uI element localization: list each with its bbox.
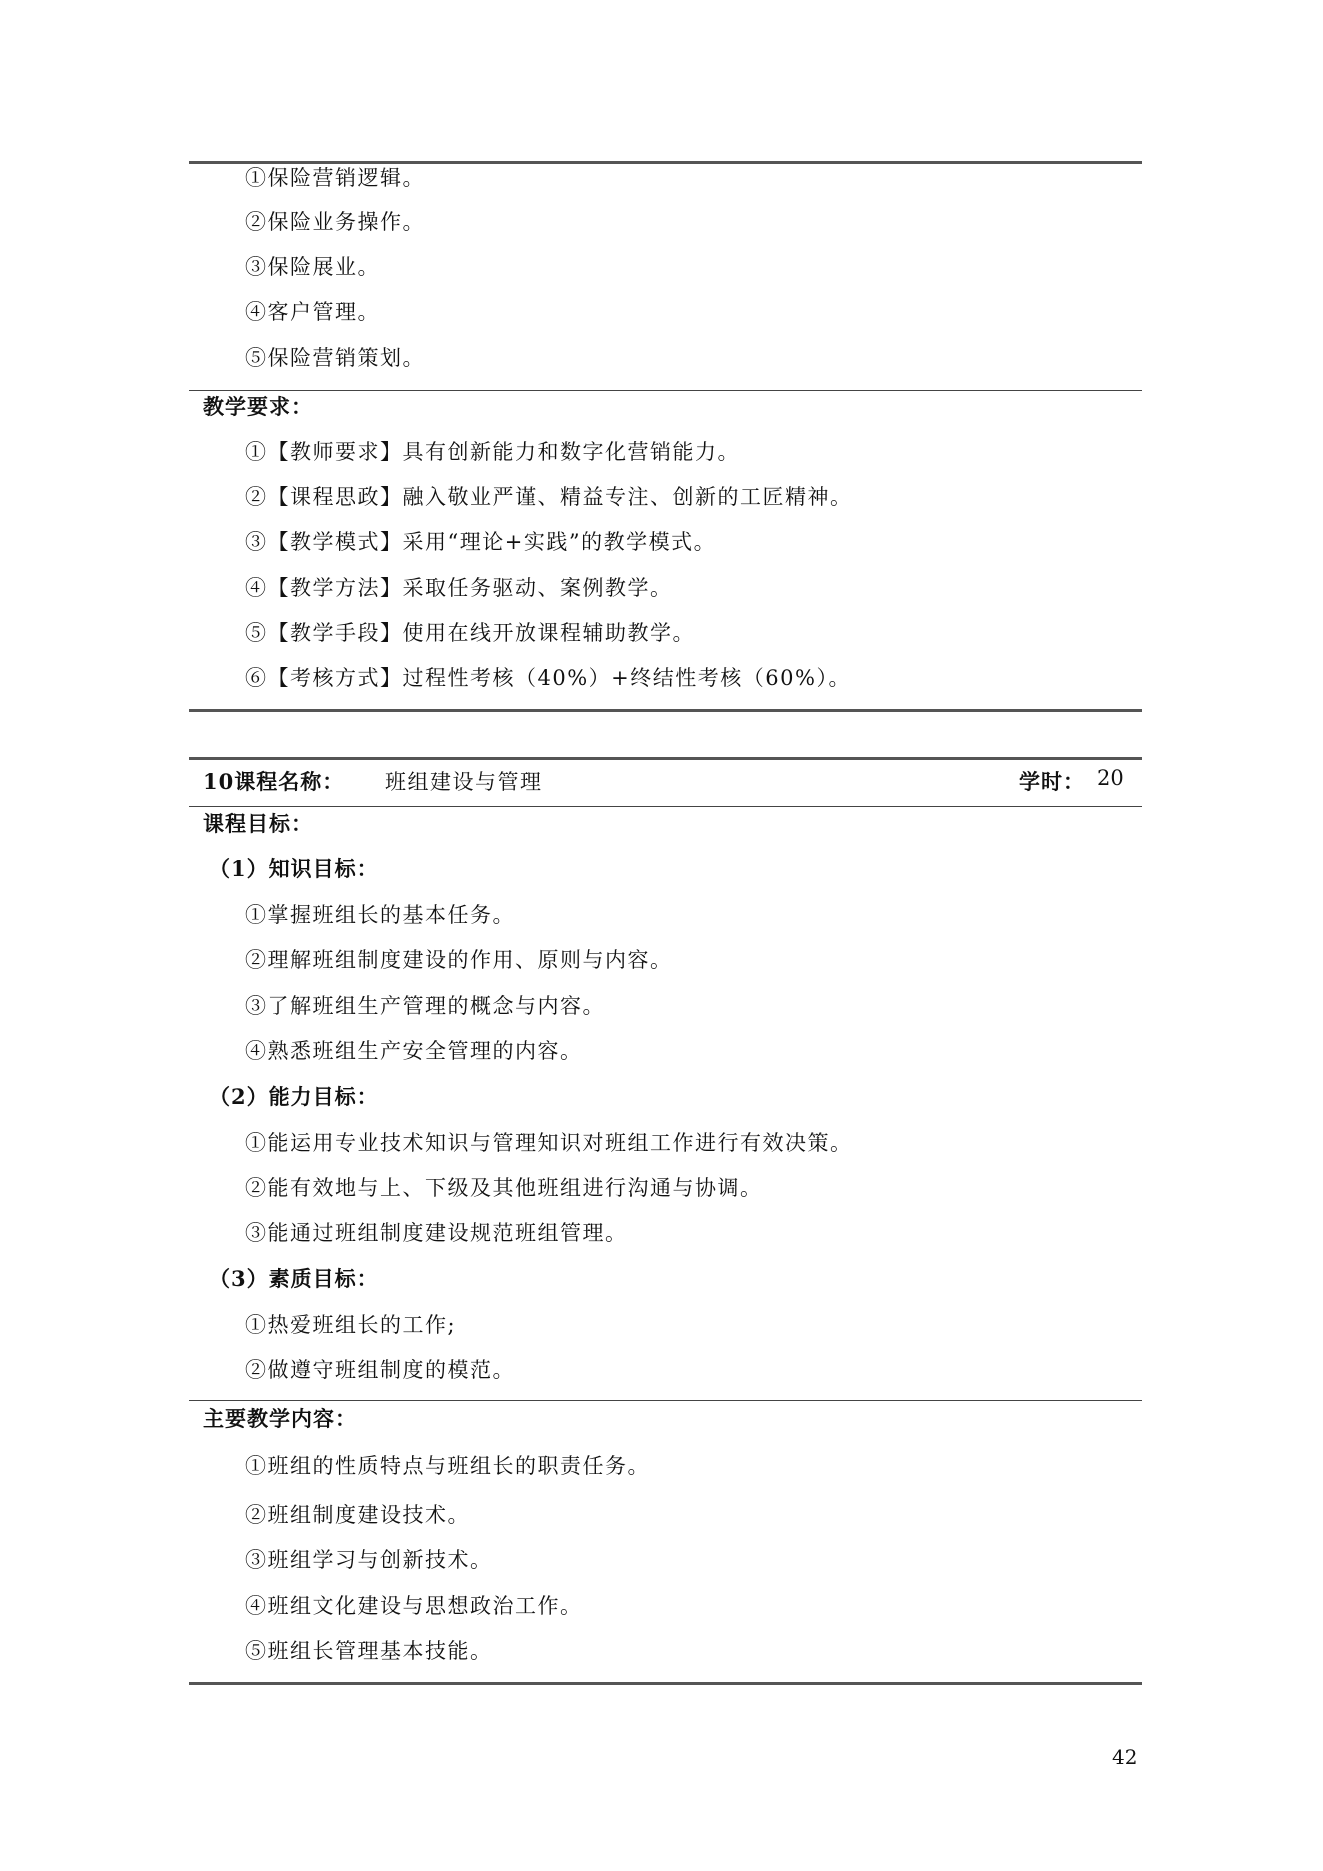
requirement-item: ⑤【教学手段】使用在线开放课程辅助教学。 (245, 621, 695, 645)
course-name-label: 10课程名称： (203, 769, 345, 794)
ability-heading: （2）能力目标： (209, 1084, 379, 1109)
requirement-item: ①【教师要求】具有创新能力和数字化营销能力。 (245, 440, 740, 464)
page-number: 42 (1112, 1745, 1138, 1769)
requirement-item: ④【教学方法】采取任务驱动、案例教学。 (245, 576, 673, 600)
content-item: ④客户管理。 (245, 300, 380, 324)
requirement-item: ②【课程思政】融入敬业严谨、精益专注、创新的工匠精神。 (245, 485, 853, 509)
ability-item: ③能通过班组制度建设规范班组管理。 (245, 1221, 628, 1245)
objectives-heading: 课程目标： (203, 811, 313, 836)
knowledge-item: ④熟悉班组生产安全管理的内容。 (245, 1039, 583, 1063)
content-heading: 主要教学内容： (203, 1406, 357, 1431)
knowledge-item: ①掌握班组长的基本任务。 (245, 903, 515, 927)
requirement-item: ③【教学模式】采用“理论+实践”的教学模式。 (245, 530, 717, 554)
ability-item: ①能运用专业技术知识与管理知识对班组工作进行有效决策。 (245, 1131, 853, 1155)
course-bottom-rule (189, 1682, 1142, 1685)
requirements-heading: 教学要求： (203, 394, 313, 419)
content-item: ⑤班组长管理基本技能。 (245, 1639, 493, 1663)
content-item: ②保险业务操作。 (245, 210, 425, 234)
hours-label: 学时： (1019, 769, 1085, 794)
content-item: ①班组的性质特点与班组长的职责任务。 (245, 1454, 650, 1478)
hours-value: 20 (1097, 766, 1124, 790)
previous-course-content (189, 164, 1142, 390)
objectives-divider (189, 1400, 1142, 1401)
knowledge-heading: （1）知识目标： (209, 856, 379, 881)
content-item: ③保险展业。 (245, 255, 380, 279)
requirement-item: ⑥【考核方式】过程性考核（40%）+终结性考核（60%）。 (245, 666, 851, 690)
ability-item: ②能有效地与上、下级及其他班组进行沟通与协调。 (245, 1176, 763, 1200)
main-teaching-content (189, 1402, 1142, 1682)
knowledge-item: ②理解班组制度建设的作用、原则与内容。 (245, 948, 673, 972)
content-item: ③班组学习与创新技术。 (245, 1548, 493, 1572)
course-name: 班组建设与管理 (385, 770, 543, 794)
section-divider (189, 390, 1142, 391)
quality-item: ①热爱班组长的工作; (245, 1313, 457, 1337)
teaching-requirements (189, 392, 1142, 702)
quality-item: ②做遵守班组制度的模范。 (245, 1358, 515, 1382)
content-item: ⑤保险营销策划。 (245, 346, 425, 370)
course-objectives (189, 808, 1142, 1394)
section-end-rule (189, 709, 1142, 712)
content-item: ①保险营销逻辑。 (245, 166, 425, 190)
knowledge-item: ③了解班组生产管理的概念与内容。 (245, 994, 605, 1018)
content-item: ④班组文化建设与思想政治工作。 (245, 1594, 583, 1618)
course-header-row (189, 760, 1142, 806)
quality-heading: （3）素质目标： (209, 1266, 379, 1291)
content-item: ②班组制度建设技术。 (245, 1503, 470, 1527)
course-header-divider (189, 806, 1142, 807)
